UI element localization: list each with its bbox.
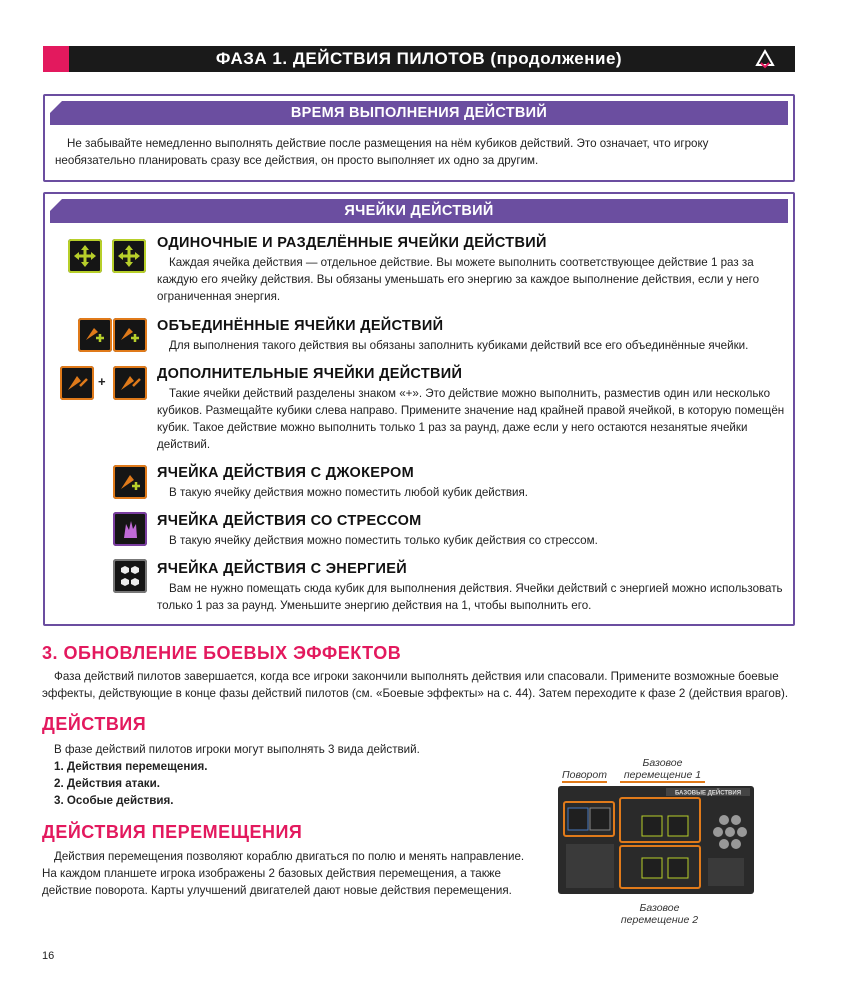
cell-text-2: Для выполнения такого действия вы обязаны заполнить кубиками действий все его объединённые ячейки.: [169, 339, 749, 352]
cell-heading-6: ЯЧЕЙКА ДЕЙСТВИЯ С ЭНЕРГИЕЙ: [157, 561, 407, 577]
timing-box: [43, 94, 795, 182]
plus-sign: +: [98, 374, 106, 389]
chapter-header: [43, 46, 795, 72]
cell-heading-1: ОДИНОЧНЫЕ И РАЗДЕЛЁННЫЕ ЯЧЕЙКИ ДЕЙСТВИЙ: [157, 235, 547, 251]
cell-heading-5: ЯЧЕЙКА ДЕЙСТВИЯ СО СТРЕССОМ: [157, 513, 422, 529]
cell-heading-2: ОБЪЕДИНЁННЫЕ ЯЧЕЙКИ ДЕЙСТВИЙ: [157, 318, 444, 334]
stress-cell-icon: [113, 512, 147, 546]
extra-cell-icon: [60, 366, 94, 400]
section3-title: 3. ОБНОВЛЕНИЕ БОЕВЫХ ЭФФЕКТОВ: [42, 643, 402, 663]
actions-text: В фазе действий пилотов игроки могут выполнять 3 вида действий.: [54, 743, 420, 756]
move-cell-icon: [112, 239, 146, 273]
label-base2: Базовое перемещение 2: [620, 902, 699, 926]
chapter-title: ФАЗА 1. ДЕЙСТВИЯ ПИЛОТОВ (продолжение): [215, 49, 623, 68]
movement-title: ДЕЙСТВИЯ ПЕРЕМЕЩЕНИЯ: [42, 822, 303, 842]
cells-band: [50, 199, 788, 223]
board-title: БАЗОВЫЕ ДЕЙСТВИЯ: [674, 790, 742, 797]
timing-title: ВРЕМЯ ВЫПОЛНЕНИЯ ДЕЙСТВИЙ: [290, 105, 548, 121]
cell-heading-4: ЯЧЕЙКА ДЕЙСТВИЯ С ДЖОКЕРОМ: [157, 465, 414, 481]
cell-text-5: В такую ячейку действия можно поместить только кубик действия со стрессом.: [169, 534, 598, 547]
extra-cell-icon: [113, 366, 147, 400]
player-board-figure: [558, 780, 758, 900]
movement-text: Действия перемещения позволяют кораблю двигаться по полю и менять направление. На каждом планшете игрока изображены 2 базовых действия перемещения, а также действие поворота. Карты улучшений двигателей дают новые действия перемещения.: [42, 850, 525, 897]
label-turn: Поворот: [562, 769, 607, 781]
action-list-item: 3. Особые действия.: [54, 794, 174, 807]
cell-heading-3: ДОПОЛНИТЕЛЬНЫЕ ЯЧЕЙКИ ДЕЙСТВИЙ: [157, 366, 463, 382]
cells-title: ЯЧЕЙКИ ДЕЙСТВИЙ: [344, 203, 494, 219]
merged-cell-icon: [78, 318, 112, 352]
cell-text-4: В такую ячейку действия можно поместить любой кубик действия.: [169, 486, 529, 499]
page-number: 16: [42, 950, 55, 962]
action-list-item: 2. Действия атаки.: [54, 777, 160, 790]
label-base1: Базовое перемещение 1: [620, 757, 705, 783]
move-cell-icon: [68, 239, 102, 273]
timing-text: Не забывайте немедленно выполнять действие после размещения на нём кубиков действий. Это означает, что игроку необязательно планировать сразу все действия, он просто выполняет их одно за другим.: [55, 137, 709, 167]
logo-icon: [755, 49, 775, 69]
cell-text-1: Каждая ячейка действия — отдельное действие. Вы можете выполнить соответствующее действие 1 раз за каждую его ячейку действия. Вы обязаны уменьшать его энергию за каждое выполнение действия, если у него ограниченная энергия.: [157, 256, 760, 303]
merged-cell-icon: [113, 318, 147, 352]
cell-text-6: Вам не нужно помещать сюда кубик для выполнения действия. Ячейки действий с энергией можно использовать только 1 раз за раунд. Уменьшите энергию действия на 1, чтобы выполнить его.: [157, 582, 783, 612]
energy-cell-icon: [113, 559, 147, 593]
joker-cell-icon: [113, 465, 147, 499]
section3-text: Фаза действий пилотов завершается, когда все игроки закончили выполнять действия или спасовали. Примените возможные боевые эффекты, действующие в конце фазы действий пилотов (см. «Боевые эффекты» на с. 44). Затем переходите к фазе 2 (действия врагов).: [42, 670, 789, 700]
action-list-item: 1. Действия перемещения.: [54, 760, 208, 773]
timing-band: [50, 101, 788, 125]
cell-text-3: Такие ячейки действий разделены знаком «+». Это действие можно выполнить, разместив один или несколько кубиков. Размещайте кубики слева направо. Примените значение над крайней правой ячейкой, в которую помещён кубик. Такое действие можно выполнить только 1 раз за раунд, даже если у него остаются незанятые ячейки действий.: [157, 387, 785, 451]
actions-title: ДЕЙСТВИЯ: [42, 714, 147, 734]
